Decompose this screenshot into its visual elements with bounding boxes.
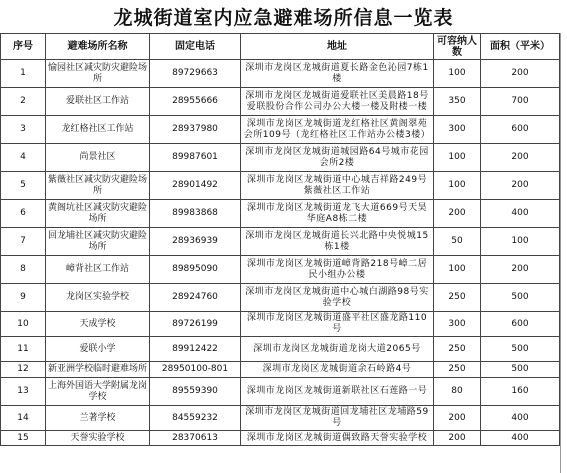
header-name[interactable]: 避难场所名称 (46, 34, 150, 60)
header-address[interactable]: 地址 (241, 34, 434, 60)
cell-address[interactable]: 深圳市龙岗区龙城街道夏长路金色沁园7栋1楼 (241, 60, 434, 88)
cell-name[interactable]: 天成学校 (46, 312, 150, 337)
cell-capacity[interactable]: 300 (434, 312, 481, 337)
cell-address[interactable]: 深圳市龙岗区龙城街道城园路64号城市花园会所2楼 (241, 144, 434, 172)
cell-phone[interactable]: 28901492 (150, 172, 241, 200)
cell-phone[interactable]: 28937980 (150, 116, 241, 144)
cell-no[interactable]: 9 (1, 284, 46, 312)
cell-area[interactable]: 500 (481, 362, 560, 378)
cell-name[interactable]: 新亚洲学校临时避难场所 (46, 362, 150, 378)
cell-capacity[interactable]: 100 (434, 60, 481, 88)
table-row (1, 362, 560, 378)
cell-no[interactable]: 11 (1, 337, 46, 362)
cell-address[interactable]: 深圳市龙岗区龙城街道中心城白湖路98号实验学校 (241, 284, 434, 312)
cell-no[interactable]: 14 (1, 406, 46, 431)
cell-phone[interactable]: 89895090 (150, 256, 241, 284)
cell-area[interactable]: 200 (481, 144, 560, 172)
cell-address[interactable]: 深圳市龙岗区龙城街道回龙埔社区龙埔路59号 (241, 406, 434, 431)
header-phone[interactable]: 固定电话 (150, 34, 241, 60)
column-divider (560, 33, 561, 473)
cell-phone[interactable]: 89987601 (150, 144, 241, 172)
cell-address[interactable]: 深圳市龙岗区龙城街道偶致路天誉实验学校 (241, 431, 434, 446)
cell-phone[interactable]: 89912422 (150, 337, 241, 362)
cell-no[interactable]: 5 (1, 172, 46, 200)
cell-name[interactable]: 兰著学校 (46, 406, 150, 431)
cell-address[interactable]: 深圳市龙岗区龙城街道嶂背路218号嶂二居民小组办公楼 (241, 256, 434, 284)
cell-area[interactable]: 600 (481, 312, 560, 337)
cell-phone[interactable]: 28950100-801 (150, 362, 241, 378)
table-row (1, 116, 560, 144)
cell-area[interactable]: 100 (481, 228, 560, 256)
table-row (1, 256, 560, 284)
cell-address[interactable]: 深圳市龙岗区龙城街道余石岭路4号 (241, 362, 434, 378)
table-row (1, 200, 560, 228)
cell-no[interactable]: 8 (1, 256, 46, 284)
cell-no[interactable]: 6 (1, 200, 46, 228)
cell-no[interactable]: 7 (1, 228, 46, 256)
cell-name[interactable]: 爱联小学 (46, 337, 150, 362)
table-row (1, 284, 560, 312)
cell-no[interactable]: 15 (1, 431, 46, 446)
cell-capacity[interactable]: 250 (434, 337, 481, 362)
cell-address[interactable]: 深圳市龙岗区龙城街道中心城吉祥路249号紫薇社区工作站 (241, 172, 434, 200)
cell-phone[interactable]: 89559390 (150, 378, 241, 406)
cell-area[interactable]: 500 (481, 284, 560, 312)
cell-area[interactable]: 600 (481, 116, 560, 144)
table-row (1, 378, 560, 406)
cell-area[interactable]: 200 (481, 60, 560, 88)
cell-area[interactable]: 200 (481, 256, 560, 284)
cell-capacity[interactable]: 50 (434, 228, 481, 256)
table-row (1, 431, 560, 446)
cell-area[interactable]: 200 (481, 172, 560, 200)
cell-no[interactable]: 13 (1, 378, 46, 406)
cell-area[interactable]: 160 (481, 378, 560, 406)
cell-phone[interactable]: 28936939 (150, 228, 241, 256)
table-row (1, 144, 560, 172)
cell-capacity[interactable]: 350 (434, 88, 481, 116)
table-row (1, 228, 560, 256)
cell-area[interactable]: 500 (481, 337, 560, 362)
table-row (1, 406, 560, 431)
cell-area[interactable]: 400 (481, 406, 560, 431)
cell-address[interactable]: 深圳市龙岗区龙城街道长兴北路中央悦城15栋1楼 (241, 228, 434, 256)
table-row (1, 312, 560, 337)
cell-address[interactable]: 深圳市龙岗区龙城街道龙岗大道2065号 (241, 337, 434, 362)
cell-capacity[interactable]: 250 (434, 284, 481, 312)
cell-capacity[interactable]: 200 (434, 406, 481, 431)
cell-address[interactable]: 深圳市龙岗区龙城街道龙飞大道669号天昊华庭A8栋二楼 (241, 200, 434, 228)
cell-name[interactable]: 天誉实验学校 (46, 431, 150, 446)
cell-name[interactable]: 紫薇社区减灾防灾避险场所 (46, 172, 150, 200)
cell-address[interactable]: 深圳市龙岗区龙城街道龙红格社区黄阁翠苑会所109号（龙红格社区工作站办公楼3楼） (241, 116, 434, 144)
cell-phone[interactable]: 89983868 (150, 200, 241, 228)
cell-name[interactable]: 龙岗区实验学校 (46, 284, 150, 312)
cell-no[interactable]: 1 (1, 60, 46, 88)
cell-name[interactable]: 回龙埔社区减灾防灾避险场所 (46, 228, 150, 256)
cell-name[interactable]: 尚景社区 (46, 144, 150, 172)
sheet-title: 龙城街道室内应急避难场所信息一览表 (113, 7, 454, 29)
cell-capacity[interactable]: 100 (434, 144, 481, 172)
cell-address[interactable]: 深圳市龙岗区龙城街道新联社区石莲路一号 (241, 378, 434, 406)
cell-phone[interactable]: 84559232 (150, 406, 241, 431)
cell-capacity[interactable]: 300 (434, 116, 481, 144)
cell-capacity[interactable]: 250 (434, 362, 481, 378)
cell-area[interactable]: 700 (481, 88, 560, 116)
cell-no[interactable]: 4 (1, 144, 46, 172)
cell-no[interactable]: 3 (1, 116, 46, 144)
cell-no[interactable]: 12 (1, 362, 46, 378)
cell-capacity[interactable]: 100 (434, 256, 481, 284)
header-area[interactable]: 面积（平米） (481, 34, 560, 60)
cell-no[interactable]: 2 (1, 88, 46, 116)
cell-name[interactable]: 黄阁坑社区减灾防灾避险场所 (46, 200, 150, 228)
cell-address[interactable]: 深圳市龙岗区龙城街道爱联社区美晨路18号爱联股份合作公司办公大楼一楼及附楼一楼 (241, 88, 434, 116)
cell-phone[interactable]: 28924760 (150, 284, 241, 312)
table-row (1, 88, 560, 116)
cell-name[interactable]: 上海外国语大学附属龙岗学校 (46, 378, 150, 406)
cell-name[interactable]: 嶂背社区工作站 (46, 256, 150, 284)
table-row (1, 337, 560, 362)
cell-name[interactable]: 爱联社区工作站 (46, 88, 150, 116)
cell-phone[interactable]: 28955666 (150, 88, 241, 116)
header-row (1, 34, 560, 60)
cell-capacity[interactable]: 80 (434, 378, 481, 406)
cell-capacity[interactable]: 200 (434, 431, 481, 446)
cell-capacity[interactable]: 100 (434, 172, 481, 200)
table-row (1, 60, 560, 88)
cell-area[interactable]: 400 (481, 200, 560, 228)
table-row (1, 172, 560, 200)
cell-address[interactable]: 深圳市龙岗区龙城街道盛平社区盛龙路110号 (241, 312, 434, 337)
cell-no[interactable]: 10 (1, 312, 46, 337)
cell-phone[interactable]: 28370613 (150, 431, 241, 446)
shelter-table (0, 33, 560, 446)
header-capacity[interactable]: 可容纳人数 (434, 34, 481, 60)
cell-capacity[interactable]: 200 (434, 200, 481, 228)
cell-phone[interactable]: 89726199 (150, 312, 241, 337)
cell-area[interactable]: 400 (481, 431, 560, 446)
cell-name[interactable]: 龙红格社区工作站 (46, 116, 150, 144)
cell-phone[interactable]: 89729663 (150, 60, 241, 88)
table-body (1, 60, 560, 446)
cell-name[interactable]: 愉园社区减灾防灾避险场所 (46, 60, 150, 88)
header-no[interactable]: 序号 (1, 34, 46, 60)
